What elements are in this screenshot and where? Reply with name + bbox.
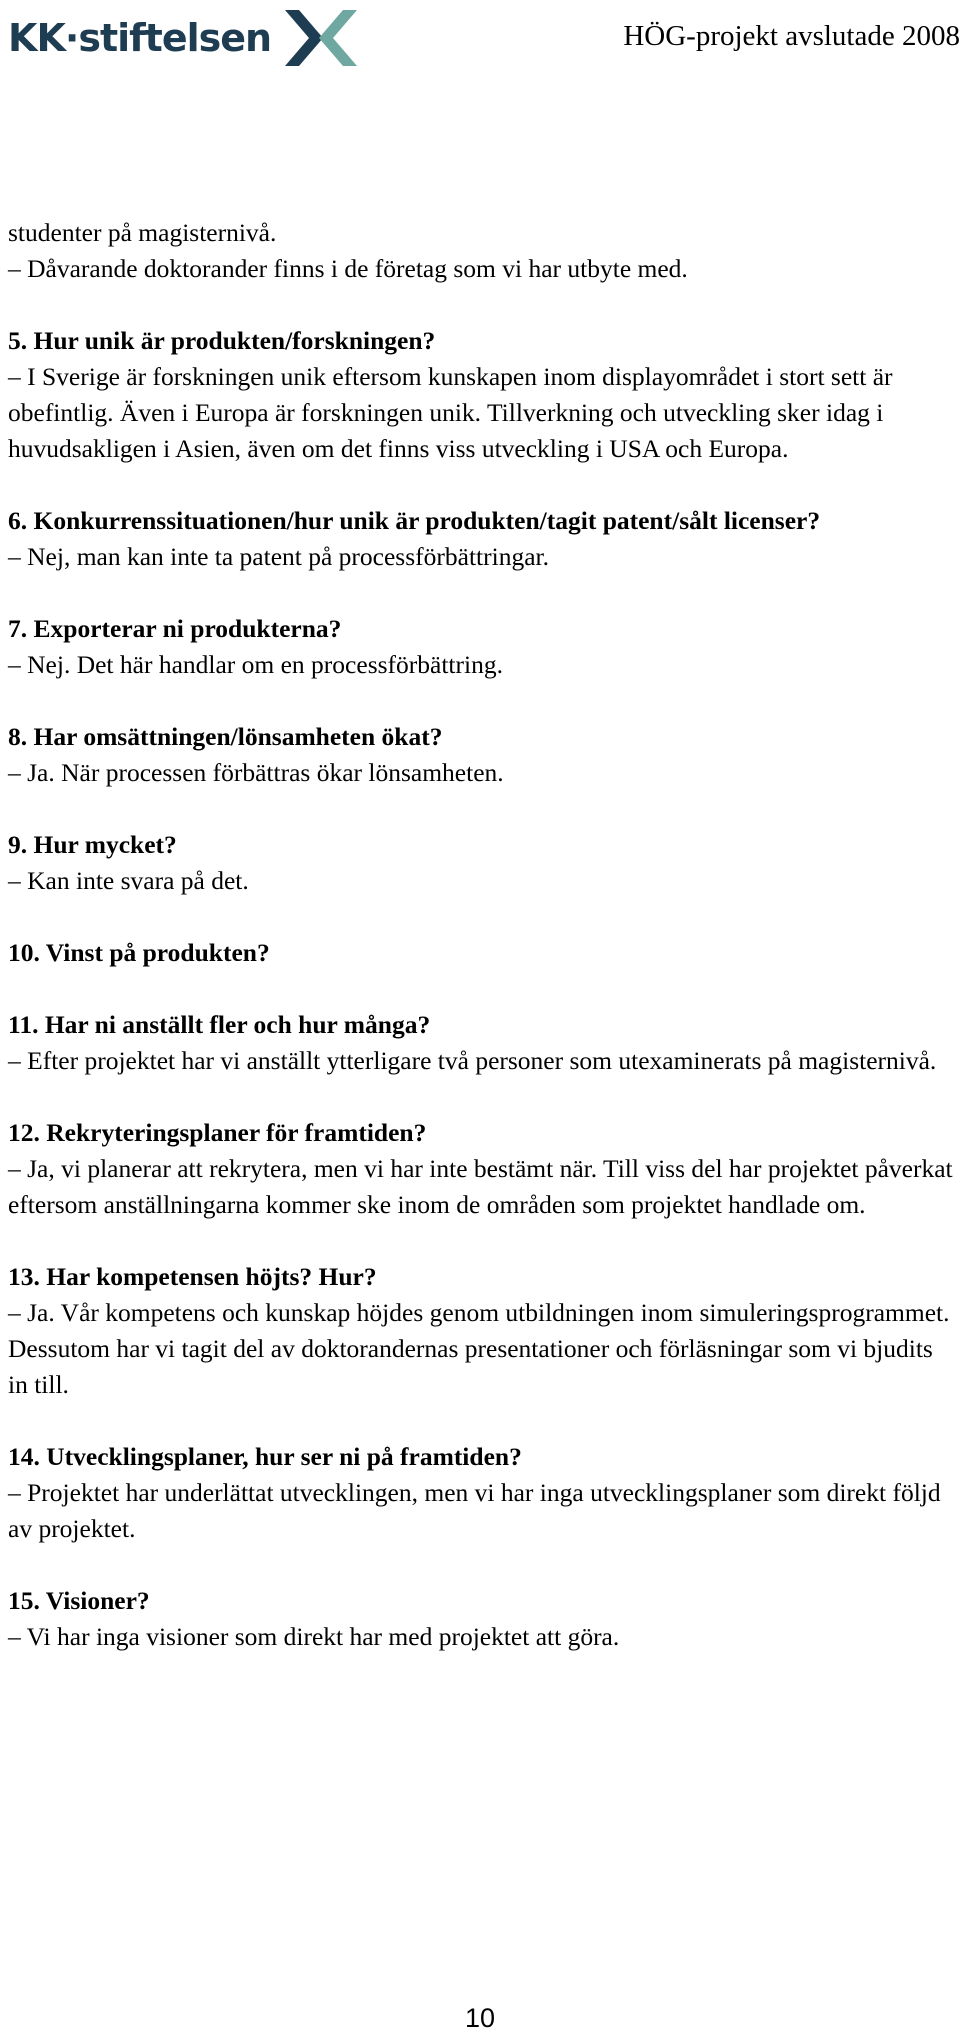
question-heading: 15. Visioner? — [8, 1586, 150, 1615]
question-heading: 13. Har kompetensen höjts? Hur? — [8, 1262, 377, 1291]
qa-block — [8, 1259, 953, 1403]
qa-block — [8, 719, 953, 791]
qa-block — [8, 1439, 953, 1547]
chevron-logo-icon — [283, 8, 359, 68]
qa-block — [8, 827, 953, 899]
logo-text: KK·stiftelsen — [8, 16, 272, 60]
kk-stiftelsen-logo — [8, 8, 359, 68]
page-number: 10 — [464, 2003, 496, 2033]
question-heading: 12. Rekryteringsplaner för framtiden? — [8, 1118, 427, 1147]
intro-text: – Dåvarande doktorander finns i de företag som vi har utbyte med. — [8, 254, 688, 283]
answer-text: – Projektet har underlättat utvecklingen, men vi har inga utvecklingsplaner som direkt följd av projektet. — [8, 1478, 941, 1543]
qa-block — [8, 1007, 953, 1079]
qa-block — [8, 323, 953, 467]
question-heading: 11. Har ni anställt fler och hur många? — [8, 1010, 431, 1039]
answer-text: – Ja. När processen förbättras ökar lönsamheten. — [8, 758, 504, 787]
document-body — [8, 215, 953, 1655]
qa-block — [8, 611, 953, 683]
question-heading: 9. Hur mycket? — [8, 830, 177, 859]
qa-block — [8, 1115, 953, 1223]
page-header — [0, 0, 960, 70]
question-heading: 8. Har omsättningen/lönsamheten ökat? — [8, 722, 443, 751]
answer-text: – Nej, man kan inte ta patent på processförbättringar. — [8, 542, 549, 571]
answer-text: – Ja. Vår kompetens och kunskap höjdes genom utbildningen inom simuleringsprogrammet. Dessutom har vi tagit del av doktorandernas presentationer och förläsningar som vi bjudits in till. — [8, 1298, 950, 1399]
answer-text: – Nej. Det här handlar om en processförbättring. — [8, 650, 503, 679]
question-heading: 10. Vinst på produkten? — [8, 938, 270, 967]
qa-block — [8, 935, 953, 971]
qa-block — [8, 503, 953, 575]
answer-text: – Ja, vi planerar att rekrytera, men vi har inte bestämt när. Till viss del har projektet påverkat eftersom anställningarna kommer ske inom de områden som projektet handlade om. — [8, 1154, 953, 1219]
question-heading: 5. Hur unik är produkten/forskningen? — [8, 326, 436, 355]
page-title: HÖG-projekt avslutade 2008 — [623, 20, 960, 52]
answer-text: – I Sverige är forskningen unik eftersom kunskapen inom displayområdet i stort sett är obefintlig. Även i Europa är forskningen unik. Tillverkning och utveckling sker idag i huvudsakligen i Asien, även om det finns viss utveckling i USA och Europa. — [8, 362, 893, 463]
question-heading: 6. Konkurrenssituationen/hur unik är produkten/tagit patent/sålt licenser? — [8, 506, 821, 535]
question-heading: 14. Utvecklingsplaner, hur ser ni på framtiden? — [8, 1442, 522, 1471]
answer-text: – Efter projektet har vi anställt ytterligare två personer som utexaminerats på magisternivå. — [8, 1046, 937, 1075]
answer-text: – Kan inte svara på det. — [8, 866, 249, 895]
qa-block — [8, 1583, 953, 1655]
intro-text: studenter på magisternivå. — [8, 218, 277, 247]
answer-text: – Vi har inga visioner som direkt har med projektet att göra. — [8, 1622, 620, 1651]
question-heading: 7. Exporterar ni produkterna? — [8, 614, 342, 643]
